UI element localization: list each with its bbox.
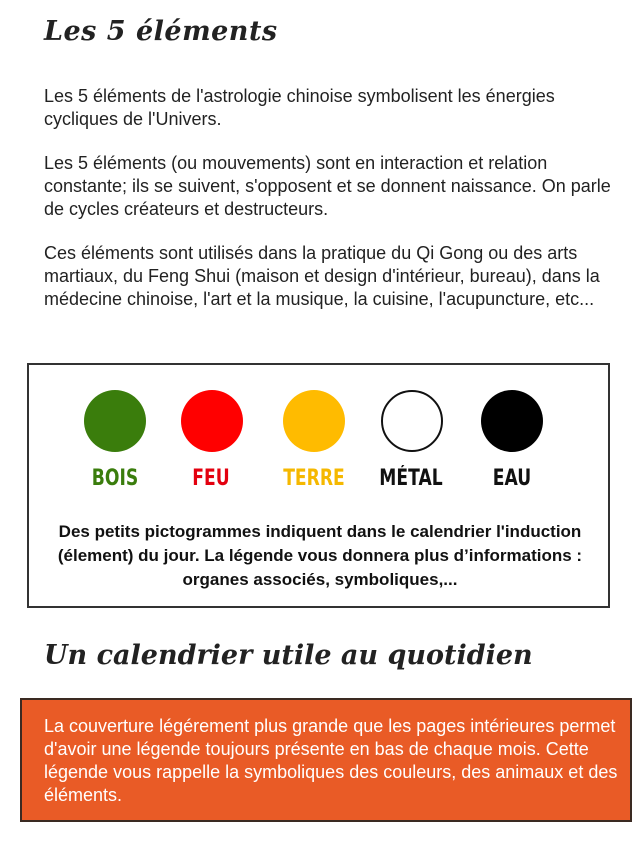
wood-label: BOIS [91, 466, 139, 491]
water-label: EAU [492, 466, 532, 491]
earth-circle-icon [283, 390, 345, 452]
earth-label: TERRE [283, 466, 345, 491]
intro-text [44, 85, 619, 332]
wood-circle-icon [84, 390, 146, 452]
metal-circle-icon [381, 390, 443, 452]
water-circle-icon [481, 390, 543, 452]
metal-label: MÉTAL [379, 466, 443, 491]
intro-paragraph: Ces éléments sont utilisés dans la pratique du Qi Gong ou des arts martiaux, du Feng Shui (maison et design d'intérieur, bureau), dans la médecine chinoise, l'art et la musique, la cuisine, l'acupuncture, etc... [44, 243, 600, 309]
intro-paragraph: Les 5 éléments (ou mouvements) sont en interaction et relation constante; ils se suivent, s'opposent et se donnent naissance. On parle de cycles créateurs et destructeurs. [44, 153, 611, 219]
section-title-elements: Les 5 éléments [44, 16, 278, 47]
fire-label: FEU [192, 466, 230, 491]
fire-circle-icon [181, 390, 243, 452]
intro-paragraph: Les 5 éléments de l'astrologie chinoise symbolisent les énergies cycliques de l'Univers. [44, 86, 555, 129]
section-title-calendar: Un calendrier utile au quotidien [44, 640, 533, 671]
legend-description: Des petits pictogrammes indiquent dans le calendrier l'induction (élement) du jour. La légende vous donnera plus d’informations : organes associés, symboliques,... [57, 522, 583, 589]
calendar-info-text: La couverture légérement plus grande que les pages intérieures permet d'avoir une légende toujours présente en bas de chaque mois. Cette légende vous rappelle la symboliques des couleurs, des animaux et des éléments. [44, 716, 618, 805]
